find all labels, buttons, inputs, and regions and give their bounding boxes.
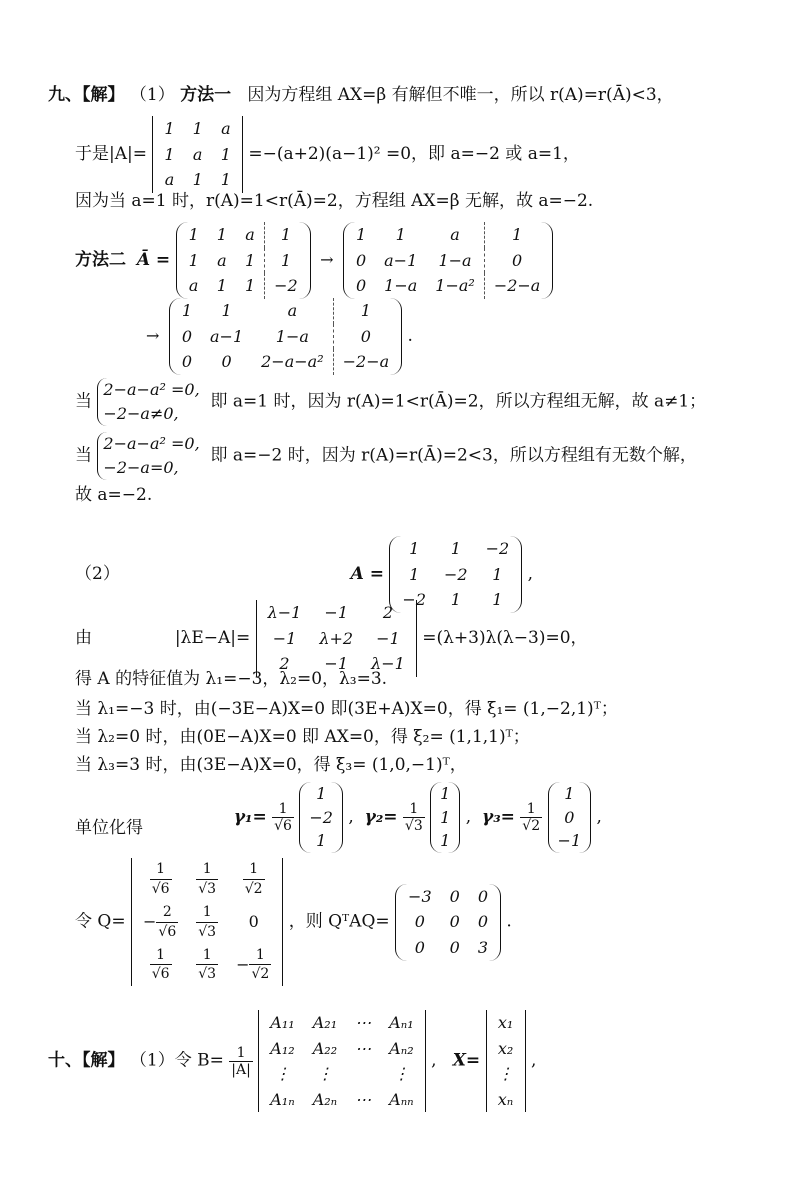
frac-q33 [249, 946, 271, 985]
gamma1-row [303, 806, 339, 830]
frac-numerator: 1 [229, 1045, 253, 1062]
char-det-cell: −1 [324, 654, 349, 674]
eigenvector-1: 当 λ₁=−3 时，由(−3E−A)X=0 即(3E+A)X=0，得 ξ₁= (1,−2,1)ᵀ； [75, 699, 618, 719]
minus-sign: − [236, 954, 250, 974]
aug-2-row [347, 273, 549, 299]
aug-3-cell: −2−a [333, 349, 398, 375]
aug-3-cell: 1 [181, 301, 192, 320]
unitize-label: 单位化得 [75, 817, 143, 838]
X-trailing: , [530, 1050, 537, 1071]
det-A-cell: 1 [164, 119, 175, 138]
det-A-cell: a [164, 170, 175, 190]
matrix-A-cell: 1 [492, 590, 503, 610]
adj-cell: A₂₂ [312, 1038, 338, 1058]
diag-row [399, 909, 497, 935]
char-det-cell: 2 [279, 654, 290, 674]
frac-denominator: √6 [151, 966, 170, 983]
frac-q11 [150, 860, 172, 899]
gamma1-cell: 1 [316, 784, 327, 803]
aug-1-row [180, 248, 307, 274]
section9-line3: 因为当 a=1 时，r(A)=1<r(Ā)=2，方程组 AX=β 无解，故 a=−2. [75, 191, 594, 211]
case2-cond1: 2−a−a² =0, [103, 434, 200, 453]
char-suffix: =(λ+3)λ(λ−3)=0， [422, 627, 588, 648]
gamma2-cell: 1 [440, 784, 451, 803]
aug-2-cell: a [450, 225, 460, 244]
aug-1-cell: −2 [265, 273, 307, 299]
adj-cell: A₂₁ [312, 1013, 338, 1032]
augmented-matrix-2 [343, 222, 553, 299]
gamma1-row [303, 829, 339, 853]
gamma1-cell: −2 [309, 807, 333, 827]
frac-denominator: √2 [244, 880, 263, 897]
aug-3-cell: 0 [333, 324, 398, 350]
adj-row [261, 1087, 422, 1113]
aug-1-cell: 1 [265, 222, 307, 248]
det-A-cell: 1 [164, 144, 175, 164]
gamma3-row [552, 782, 588, 806]
frac-denominator: √2 [251, 966, 270, 983]
aug-3-row [173, 349, 398, 375]
matrix-A-cell: −2 [444, 564, 468, 584]
frac-denominator: √2 [522, 817, 541, 834]
gamma2-coef [403, 801, 425, 834]
matrix-A-cell: 1 [492, 564, 503, 584]
aug-1-cell: 1 [244, 250, 256, 270]
method1-text: 因为方程组 AX=β 有解但不唯一，所以 r(A)=r(Ā)<3， [247, 85, 674, 105]
frac-q21 [156, 903, 178, 942]
B-comma: , [431, 1050, 437, 1071]
matrix-A-cell: 1 [450, 590, 461, 610]
part2-label: （2） [75, 563, 120, 584]
char-det-cell: −1 [324, 603, 349, 622]
gamma3-coef [520, 801, 542, 834]
det-A-cell: a [221, 119, 231, 138]
gamma-sep-2: , [465, 806, 472, 827]
aug-3-cell: a−1 [210, 326, 244, 346]
diag-cell: 0 [477, 912, 489, 932]
aug-1-cell: 1 [265, 248, 307, 274]
matrix-A-cell: −2 [402, 590, 426, 610]
diag-cell: 0 [414, 912, 425, 932]
method1-label: 方法一 [180, 85, 232, 105]
gamma3-cell: 0 [564, 807, 575, 827]
x-vec-cell: ⋮ [497, 1064, 514, 1084]
char-poly-row [75, 600, 588, 677]
frac-numerator: 2 [156, 903, 178, 923]
char-prefix: |λE−A|= [174, 627, 251, 648]
aug-1-cell: 1 [188, 250, 199, 270]
aug-2-row [347, 248, 549, 274]
det-A-cell: 1 [192, 119, 203, 138]
arrow-1: → [320, 249, 334, 269]
det-A-cell: a [192, 144, 203, 164]
aug-1-cell: a [188, 276, 199, 296]
gamma2-row [434, 806, 456, 830]
gamma3-cell: 1 [564, 784, 575, 803]
frac-q22 [196, 903, 218, 942]
aug-3-row [173, 298, 398, 324]
adj-cell: ⋯ [355, 1089, 372, 1109]
adj-cell: ⋮ [316, 1064, 333, 1084]
det-prefix: 于是|A|= [75, 143, 147, 164]
matrix-A-row [393, 536, 518, 562]
frac-numerator: 1 [520, 801, 542, 818]
aug-2-cell: 0 [484, 248, 549, 274]
det-A-row [155, 116, 240, 142]
A-comma: , [527, 563, 533, 584]
aug-2-cell: 1 [484, 222, 549, 248]
frac-numerator: 1 [196, 860, 218, 880]
part1-label: （1） [129, 85, 175, 105]
x-vec-row [489, 1036, 523, 1062]
char-determinant [256, 600, 417, 677]
adj-cell: ⋯ [355, 1013, 372, 1032]
gamma3-row [552, 806, 588, 830]
matrix-A-row [393, 562, 518, 588]
diag-cell: 0 [449, 912, 460, 932]
det-A-cell: 1 [220, 144, 231, 164]
det-A-cell: 1 [192, 170, 203, 190]
matrix-A-cell: 1 [450, 539, 461, 558]
aug-2-cell: 1 [395, 225, 406, 244]
gamma3-row [552, 829, 588, 853]
char-det-cell: λ−1 [267, 603, 302, 622]
gamma1-row [303, 782, 339, 806]
aug-1-row [180, 222, 307, 248]
case1-cond1: 2−a−a² =0, [103, 380, 200, 399]
aug-3-cell: 1 [333, 298, 398, 324]
frac-numerator: 1 [243, 860, 265, 880]
aug-2-cell: 1−a [384, 276, 418, 296]
augmented-matrix-1 [176, 222, 311, 299]
case1-prefix: 当 [75, 391, 92, 412]
method2-row1 [75, 222, 553, 299]
augmented-matrix-3 [169, 298, 402, 375]
gamma-sep-1: , [348, 806, 354, 827]
determinant-A [152, 116, 243, 193]
method2-label: 方法二 [75, 249, 126, 270]
minus-sign: − [143, 911, 157, 931]
B-coef [229, 1045, 253, 1078]
frac-q32 [196, 946, 218, 985]
aug-2-cell: 1−a [438, 250, 472, 270]
char-det-cell: 2 [382, 603, 394, 622]
aug-1-cell: a [245, 225, 255, 244]
det-suffix: =−(a+2)(a−1)² =0，即 a=−2 或 a=1， [248, 143, 580, 164]
frac-denominator: √3 [198, 966, 217, 983]
case2-line [75, 432, 697, 480]
q23: 0 [248, 912, 259, 932]
case2-text: 即 a=−2 时，因为 r(A)=r(Ā)=2<3，所以方程组有无数个解， [210, 445, 697, 466]
x-vec-cell: x₂ [497, 1038, 514, 1058]
adj-cell: Aₙₙ [389, 1089, 414, 1109]
frac-denominator: |A| [231, 1061, 251, 1078]
case1-text: 即 a=1 时，因为 r(A)=1<r(Ā)=2，所以方程组无解，故 a≠1； [210, 391, 707, 412]
adj-cell: A₁ₙ [270, 1089, 295, 1109]
det-A-cell: 1 [220, 170, 231, 190]
case2-prefix: 当 [75, 445, 92, 466]
diag-cell: −3 [408, 886, 432, 906]
x-vec-cell: xₙ [497, 1089, 514, 1109]
frac-numerator: 1 [272, 801, 294, 818]
aug-2-row [347, 222, 549, 248]
adjugate-matrix [258, 1010, 425, 1112]
section10-heading: 十、【解】 [48, 1050, 125, 1071]
case2-cond2: −2−a=0, [103, 458, 179, 477]
conclusion: 故 a=−2. [75, 485, 153, 505]
aug-1-cell: 1 [244, 276, 256, 296]
char-det-cell: −1 [272, 628, 297, 648]
aug-1-cell: 1 [216, 276, 227, 296]
aug-3-cell: 0 [181, 326, 192, 346]
section9-line1 [48, 86, 674, 106]
Q-row [75, 858, 512, 986]
matrix-A-cell: −2 [485, 539, 510, 558]
gamma3-cell: −1 [557, 831, 582, 851]
gamma1-coef [272, 801, 294, 834]
adj-cell: ⋮ [274, 1064, 291, 1084]
abar-label: Ā = [136, 249, 171, 270]
case1-cond2: −2−a≠0, [103, 404, 179, 423]
diag-cell: 0 [414, 937, 425, 957]
frac-numerator: 1 [403, 801, 425, 818]
gamma3-label: γ₃= [481, 806, 515, 827]
Q-then: ，则 QᵀAQ= [288, 911, 390, 932]
aug-1-row [180, 273, 307, 299]
method2-row2 [142, 298, 413, 375]
adj-cell: Aₙ₁ [389, 1013, 414, 1032]
frac-denominator: √3 [198, 923, 217, 940]
A-label: A = [350, 563, 384, 584]
char-det-cell: λ+2 [319, 628, 354, 648]
frac-denominator: √6 [158, 923, 177, 940]
aug-3-row [173, 324, 398, 350]
frac-numerator: 1 [150, 946, 172, 966]
gamma2-row [434, 829, 456, 853]
aug-3-cell: 1 [221, 301, 232, 320]
aug-1-cell: 1 [216, 225, 227, 244]
section10-row [48, 1010, 536, 1112]
matrix-A-cell: 1 [409, 564, 420, 584]
frac-denominator: √3 [198, 880, 217, 897]
case2-brace [97, 432, 199, 480]
char-det-cell: −1 [376, 628, 400, 648]
gamma1-vector [299, 782, 343, 853]
section10-text: （1）令 B= [129, 1050, 224, 1071]
gamma2-label: γ₂= [364, 806, 398, 827]
diag-cell: 0 [449, 937, 460, 957]
diag-cell: 3 [477, 937, 489, 957]
frac-denominator: √3 [404, 817, 423, 834]
matrix-Q [131, 858, 283, 986]
adj-row [261, 1061, 422, 1087]
arrow-2: → [146, 325, 160, 345]
char-det-row [259, 600, 414, 626]
aug-3-cell: 0 [181, 352, 192, 372]
x-vec-row [489, 1010, 523, 1036]
aug-3-cell: 0 [221, 352, 232, 372]
section9-line2 [75, 116, 580, 193]
aug-2-cell: −2−a [484, 273, 549, 299]
aug-2-cell: 1−a² [435, 276, 475, 296]
x-vec-row [489, 1087, 523, 1113]
diag-cell: 0 [449, 886, 460, 906]
adj-cell: Aₙ₂ [389, 1038, 414, 1058]
frac-numerator: 1 [249, 946, 271, 966]
gamma3-vector [548, 782, 592, 853]
case1-line [75, 378, 706, 426]
diagonal-matrix [395, 884, 501, 961]
aug-2-cell: a−1 [384, 250, 418, 270]
gamma1-label: γ₁= [233, 806, 267, 827]
aug-2-cell: 0 [355, 250, 367, 270]
eigenvector-3: 当 λ₃=3 时，由(3E−A)X=0，得 ξ₃= (1,0,−1)ᵀ， [75, 755, 467, 775]
det-A-row [155, 142, 240, 168]
frac-numerator: 1 [150, 860, 172, 880]
adj-row [261, 1036, 422, 1062]
frac-denominator: √6 [151, 880, 170, 897]
adj-cell [346, 1061, 380, 1087]
gamma2-row [434, 782, 456, 806]
adj-cell: ⋯ [355, 1038, 372, 1058]
X-label: X= [452, 1050, 481, 1071]
eigenvector-2: 当 λ₂=0 时，由(0E−A)X=0 即 AX=0，得 ξ₂= (1,1,1)ᵀ； [75, 727, 530, 747]
frac-q13 [243, 860, 265, 899]
frac-denominator: √6 [274, 817, 292, 834]
diag-row [399, 884, 497, 910]
aug-2-cell: 0 [355, 276, 367, 296]
frac-q31 [150, 946, 172, 985]
gamma-sep-3: , [596, 806, 602, 827]
aug-2-cell: 1 [355, 225, 367, 244]
section9-heading: 九、【解】 [48, 85, 125, 105]
matrix-A-cell: 1 [409, 539, 420, 558]
diag-row [399, 935, 497, 961]
gamma2-vector [430, 782, 460, 853]
adj-cell: ⋮ [393, 1064, 410, 1084]
char-det-row [259, 626, 414, 652]
aug-3-cell: 1−a [275, 326, 309, 346]
method2-period: . [407, 325, 413, 346]
aug-1-cell: 1 [188, 225, 199, 244]
diag-cell: 0 [477, 886, 489, 906]
X-vector [486, 1010, 526, 1112]
x-vec-row [489, 1061, 523, 1087]
frac-q12 [196, 860, 218, 899]
Q-period: . [506, 911, 512, 932]
frac-numerator: 1 [196, 946, 218, 966]
aug-1-cell: a [217, 250, 227, 270]
frac-numerator: 1 [196, 903, 218, 923]
adj-cell: A₂ₙ [312, 1089, 338, 1109]
gamma2-cell: 1 [440, 831, 451, 851]
aug-3-cell: a [287, 301, 298, 320]
char-det-cell: λ−1 [371, 654, 405, 674]
gamma2-cell: 1 [440, 807, 451, 827]
adj-cell: A₁₂ [270, 1038, 295, 1058]
by-label: 由 [75, 627, 92, 648]
x-vec-cell: x₁ [497, 1013, 514, 1032]
Q-prefix: 令 Q= [75, 911, 126, 932]
aug-3-cell: 2−a−a² [261, 352, 324, 372]
case1-brace [97, 378, 199, 426]
det-A-row [155, 167, 240, 193]
eigenvalues-line: 得 A 的特征值为 λ₁=−3，λ₂=0，λ₃=3. [75, 669, 388, 689]
gamma1-cell: 1 [316, 831, 327, 851]
unitize-row [75, 782, 602, 853]
adj-cell: A₁₁ [270, 1013, 295, 1032]
adj-row [261, 1010, 422, 1036]
